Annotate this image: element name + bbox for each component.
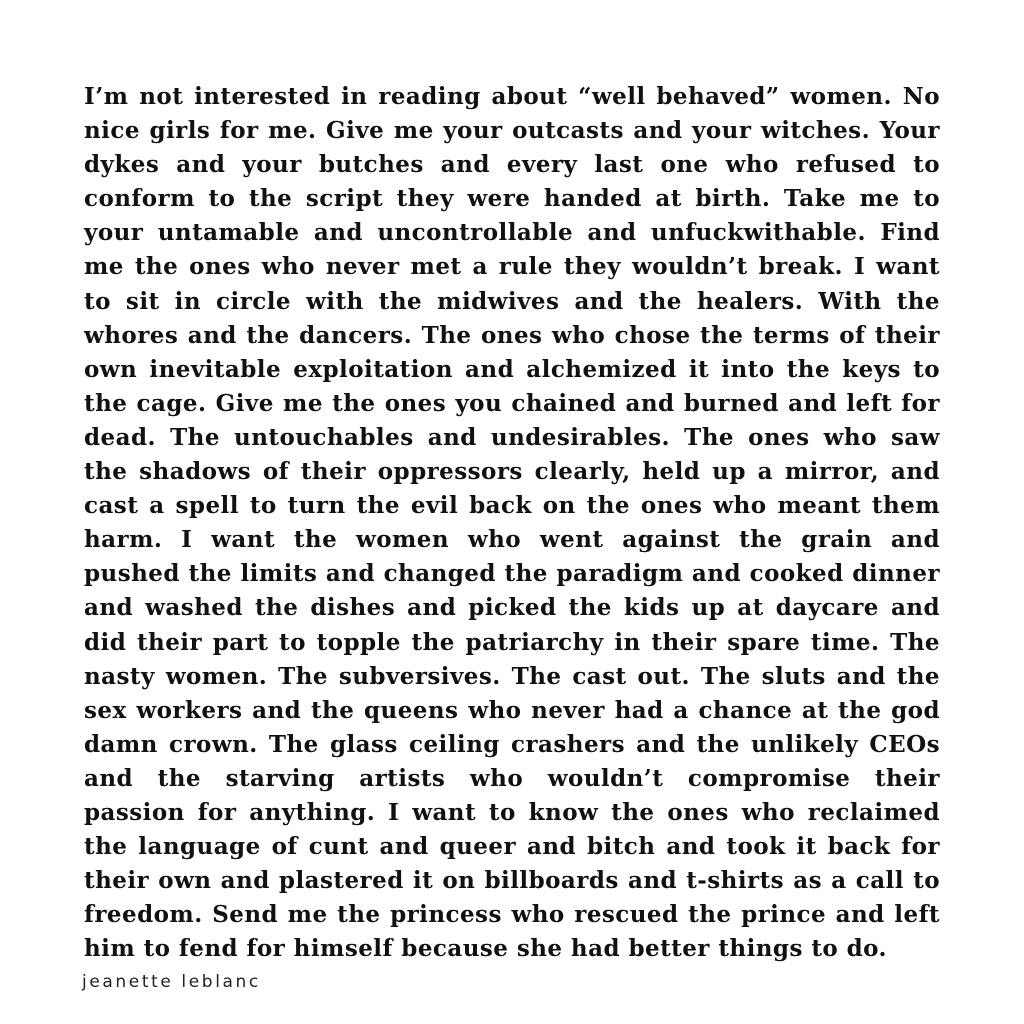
quote-line: passion for anything. I want to know the ones who reclaimed [84,798,940,826]
quote-line: the shadows of their oppressors clearly, held up a mirror, and [84,458,940,486]
quote-line: me the ones who never met a rule they wouldn’t break. I want [84,253,940,281]
quote-line: sex workers and the queens who never had a chance at the god [84,696,940,724]
quote-line: him to fend for himself because she had better things to do. [84,935,888,963]
quote-line: and washed the dishes and picked the kids up at daycare and [84,594,940,622]
quote-line: damn crown. The glass ceiling crashers and the unlikely CEOs [84,730,940,758]
author-signature: jeanette leblanc [82,972,261,992]
quote-body [84,80,940,966]
quote-line: to sit in circle with the midwives and the healers. With the [84,287,940,315]
quote-line: did their part to topple the patriarchy in their spare time. The [84,628,940,656]
quote-line: nice girls for me. Give me your outcasts and your witches. Your [84,117,940,145]
quote-line: and the starving artists who wouldn’t compromise their [84,764,940,792]
quote-line: I’m not interested in reading about “well behaved” women. No [84,83,940,110]
quote-line: freedom. Send me the princess who rescued the prince and left [84,901,940,929]
quote-line: dead. The untouchables and undesirables. The ones who saw [84,423,940,451]
quote-line: the language of cunt and queer and bitch and took it back for [84,833,940,861]
quote-line: cast a spell to turn the evil back on the ones who meant them [84,492,940,520]
quote-line: harm. I want the women who went against the grain and [84,526,940,554]
quote-line: their own and plastered it on billboards and t-shirts as a call to [84,867,940,895]
quote-line: whores and the dancers. The ones who chose the terms of their [84,321,940,349]
quote-line: dykes and your butches and every last one who refused to [84,151,940,179]
quote-line: your untamable and uncontrollable and unfuckwithable. Find [84,219,940,247]
quote-line: own inevitable exploitation and alchemized it into the keys to [84,355,940,383]
quote-line: nasty women. The subversives. The cast out. The sluts and the [84,662,940,690]
quote-line: the cage. Give me the ones you chained and burned and left for [84,389,940,417]
quote-line: conform to the script they were handed at birth. Take me to [84,185,940,213]
quote-line: pushed the limits and changed the paradigm and cooked dinner [84,560,940,588]
